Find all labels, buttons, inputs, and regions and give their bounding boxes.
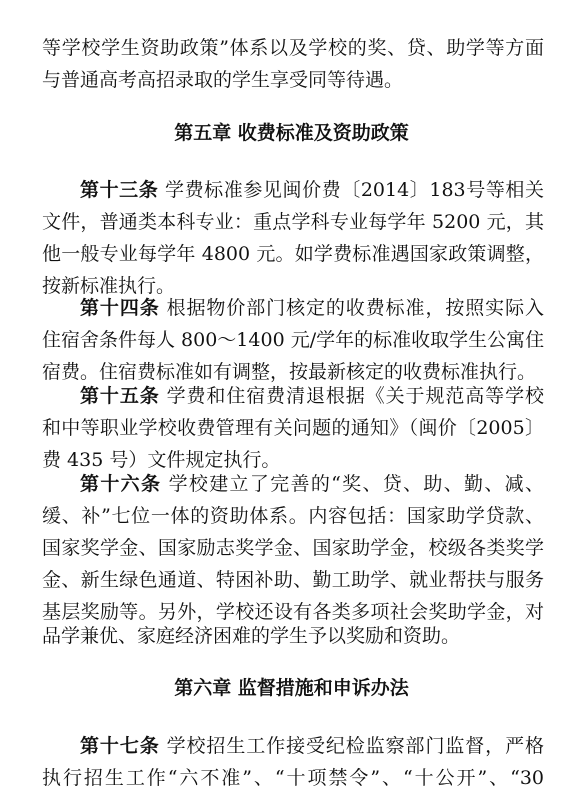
article-text: 学校招生工作接受纪检监察部门监督，严格 bbox=[159, 735, 544, 757]
paragraph-line: 品学兼优、家庭经济困难的学生予以奖励和资助。 bbox=[42, 625, 461, 647]
paragraph-line: 文件，普通类本科专业：重点学科专业每学年 5200 元，其 bbox=[42, 211, 544, 233]
article-16-first-line bbox=[42, 472, 544, 496]
article-13-first-line bbox=[42, 178, 544, 202]
article-17-first-line bbox=[42, 734, 544, 758]
paragraph-line: 执行招生工作“六不准”、“十项禁令”、“十公开”、“30 bbox=[42, 767, 544, 789]
article-14-first-line bbox=[42, 296, 544, 320]
article-text: 学校建立了完善的“奖、贷、助、勤、减、 bbox=[161, 473, 544, 495]
article-label: 第十四条 bbox=[80, 297, 160, 319]
article-label: 第十三条 bbox=[80, 179, 159, 201]
paragraph-line: 按新标准执行。 bbox=[42, 275, 176, 297]
article-text: 学费标准参见闽价费〔2014〕183号等相关 bbox=[158, 179, 544, 201]
paragraph-line: 他一般专业每学年 4800 元。如学费标准遇国家政策调整， bbox=[42, 243, 544, 265]
article-text: 根据物价部门核定的收费标准，按照实际入 bbox=[159, 297, 544, 319]
article-15-first-line bbox=[42, 384, 544, 408]
paragraph-line: 住宿舍条件每人 800～1400 元/学年的标准收取学生公寓住 bbox=[42, 329, 545, 351]
paragraph-line: 宿费。住宿费标准如有调整，按最新核定的收费标准执行。 bbox=[42, 361, 537, 383]
chapter-heading: 第五章 收费标准及资助政策 bbox=[174, 122, 409, 144]
paragraph-line: 等学校学生资助政策”体系以及学校的奖、贷、助学等方面 bbox=[42, 37, 544, 59]
chapter-heading: 第六章 监督措施和申诉办法 bbox=[174, 677, 409, 699]
paragraph-line: 和中等职业学校收费管理有关问题的通知》（闽价〔2005〕 bbox=[42, 417, 544, 439]
paragraph-line: 与普通高考高招录取的学生享受同等待遇。 bbox=[42, 69, 404, 91]
article-label: 第十七条 bbox=[80, 735, 160, 757]
paragraph-line: 缓、补”七位一体的资助体系。内容包括：国家助学贷款、 bbox=[42, 505, 544, 527]
paragraph-line: 基层奖励等。另外，学校还设有各类多项社会奖助学金，对 bbox=[42, 601, 544, 623]
paragraph-line: 金、新生绿色通道、特困补助、勤工助学、就业帮扶与服务 bbox=[42, 569, 544, 591]
article-label: 第十五条 bbox=[80, 385, 160, 407]
paragraph-line: 国家奖学金、国家励志奖学金、国家助学金，校级各类奖学 bbox=[42, 537, 544, 559]
article-text: 学费和住宿费清退根据《关于规范高等学校 bbox=[159, 385, 544, 407]
paragraph-line: 费 435 号）文件规定执行。 bbox=[42, 449, 281, 471]
article-label: 第十六条 bbox=[80, 473, 162, 495]
